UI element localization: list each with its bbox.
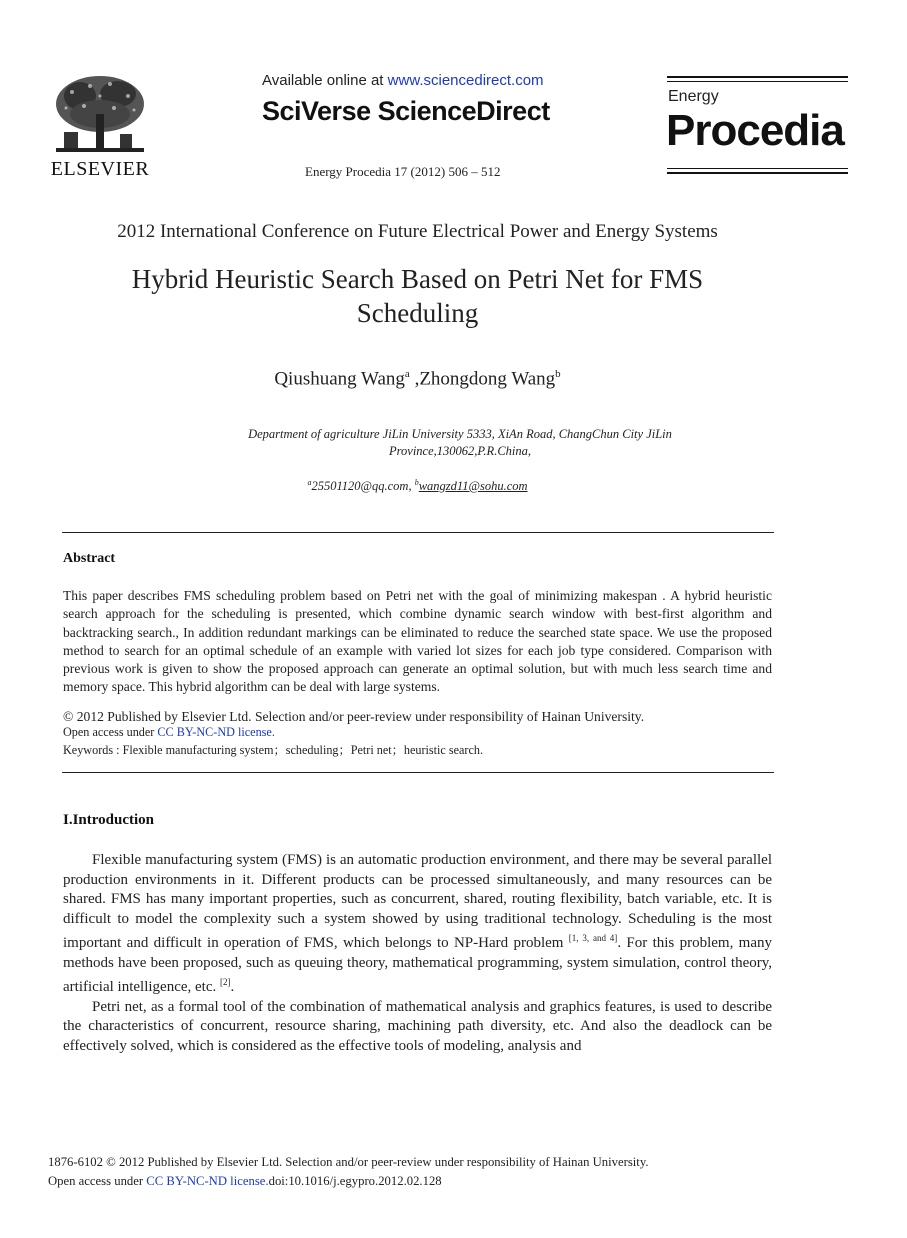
logo-rule-top-1: [667, 76, 848, 78]
logo-rule-bottom-1: [667, 168, 848, 169]
license-link[interactable]: CC BY-NC-ND license.: [157, 725, 275, 739]
footer-license: [48, 1174, 442, 1189]
affiliation-line: Department of agriculture JiLin University 5333, XiAn Road, ChangChun City JiLin: [248, 427, 672, 441]
paper-title: Hybrid Heuristic Search Based on Petri Net for FMS Scheduling: [131, 264, 704, 328]
abstract-heading: Abstract: [63, 551, 116, 566]
sciencedirect-link[interactable]: www.sciencedirect.com: [387, 72, 544, 89]
copyright-notice: © 2012 Published by Elsevier Ltd. Selection and/or peer-review under responsibility of Hainan University.: [63, 709, 645, 724]
availability-line: [262, 72, 544, 89]
author-affil-mark: a: [404, 368, 410, 380]
publisher-name: ELSEVIER: [50, 158, 150, 180]
introduction-body: [63, 851, 772, 1056]
email-mark: b: [414, 478, 419, 487]
footer-copyright: 1876-6102 © 2012 Published by Elsevier Ltd. Selection and/or peer-review under responsibility of Hainan University.: [48, 1155, 649, 1169]
elsevier-logo: [50, 74, 150, 178]
author-emails: [0, 478, 835, 494]
citation[interactable]: [1, 3, and 4]: [568, 933, 618, 943]
email-a[interactable]: 25501120@qq.com,: [311, 479, 415, 494]
divider-top: [62, 532, 774, 533]
platform-logo: SciVerse ScienceDirect: [262, 96, 550, 126]
availability-prefix: Available online at: [262, 72, 388, 89]
journal-logo-large: Procedia: [666, 106, 844, 155]
citation[interactable]: [2]: [220, 977, 231, 987]
logo-rule-bottom-2: [667, 172, 848, 174]
conference-name: 2012 International Conference on Future Electrical Power and Energy Systems: [117, 221, 718, 242]
paragraph-text: Flexible manufacturing system (FMS) is an automatic production environment, and there may be several parallel production environments in it. Different products can be processed simultaneously, and many resources can be shared. FMS has many important properties, such as concurrent, shared, routing flexibility, batch variable, etc. It is difficult to model the complexity such a system showed by using traditional technology. Scheduling is the most important and difficult in operation of FMS, which belongs to NP-Hard problem: [63, 852, 772, 951]
affiliation: [220, 426, 700, 460]
abstract-text: This paper describes FMS scheduling problem based on Petri net with the goal of minimizing makespan . A hybrid heuristic search approach for the scheduling is presented, which combine dynamic search window with best-first algorithm and backtracking search., In addition redundant markings can be eliminated to reduce the searched state space. We use the proposed method to search for an optimal schedule of an example with varied lot sizes for each job type considered. Comparison with previous work is given to show the proposed approach can generate an optimal solution, but with much less search time and memory space. This hybrid algorithm can be deal with large systems.: [63, 588, 772, 695]
email-b[interactable]: wangzd11@sohu.com: [418, 479, 528, 494]
journal-logo: [667, 76, 848, 176]
author-affil-mark: b: [555, 368, 561, 380]
footer-open-access-prefix: Open access under: [48, 1174, 147, 1188]
email-mark: a: [307, 478, 312, 487]
keywords: Keywords : Flexible manufacturing system；scheduling；Petri net；heuristic search.: [63, 743, 484, 757]
footer-license-link[interactable]: CC BY-NC-ND license.: [146, 1174, 269, 1188]
logo-rule-top-2: [667, 81, 848, 82]
open-access-notice: [63, 725, 275, 740]
paragraph: [63, 851, 772, 998]
elsevier-tree-icon: [50, 74, 150, 158]
divider-bottom: [62, 772, 774, 773]
paragraph: Petri net, as a formal tool of the combination of mathematical analysis and graphics features, is used to describe the characteristics of concurrent, resource sharing, machining path diversity, etc. And also the deadlock can be effectively solved, which is considered as the effective tools of modeling, analysis and: [63, 998, 772, 1054]
journal-logo-small: Energy: [668, 88, 719, 105]
open-access-prefix: Open access under: [63, 725, 158, 739]
author-name: Qiushuang Wang: [274, 368, 405, 390]
author-list: [0, 368, 835, 390]
author-name: ,Zhongdong Wang: [414, 368, 556, 390]
footer-doi[interactable]: doi:10.1016/j.egypro.2012.02.128: [268, 1174, 442, 1188]
affiliation-line: Province,130062,P.R.China,: [389, 444, 531, 458]
journal-reference: Energy Procedia 17 (2012) 506 – 512: [305, 164, 501, 179]
section-heading: I.Introduction: [63, 812, 154, 828]
paragraph-text: . For this problem, many methods have been proposed, such as queuing theory, mathematical programming, system simulation, control theory, artificial intelligence, etc.: [63, 935, 772, 995]
paragraph-text: .: [230, 979, 235, 995]
